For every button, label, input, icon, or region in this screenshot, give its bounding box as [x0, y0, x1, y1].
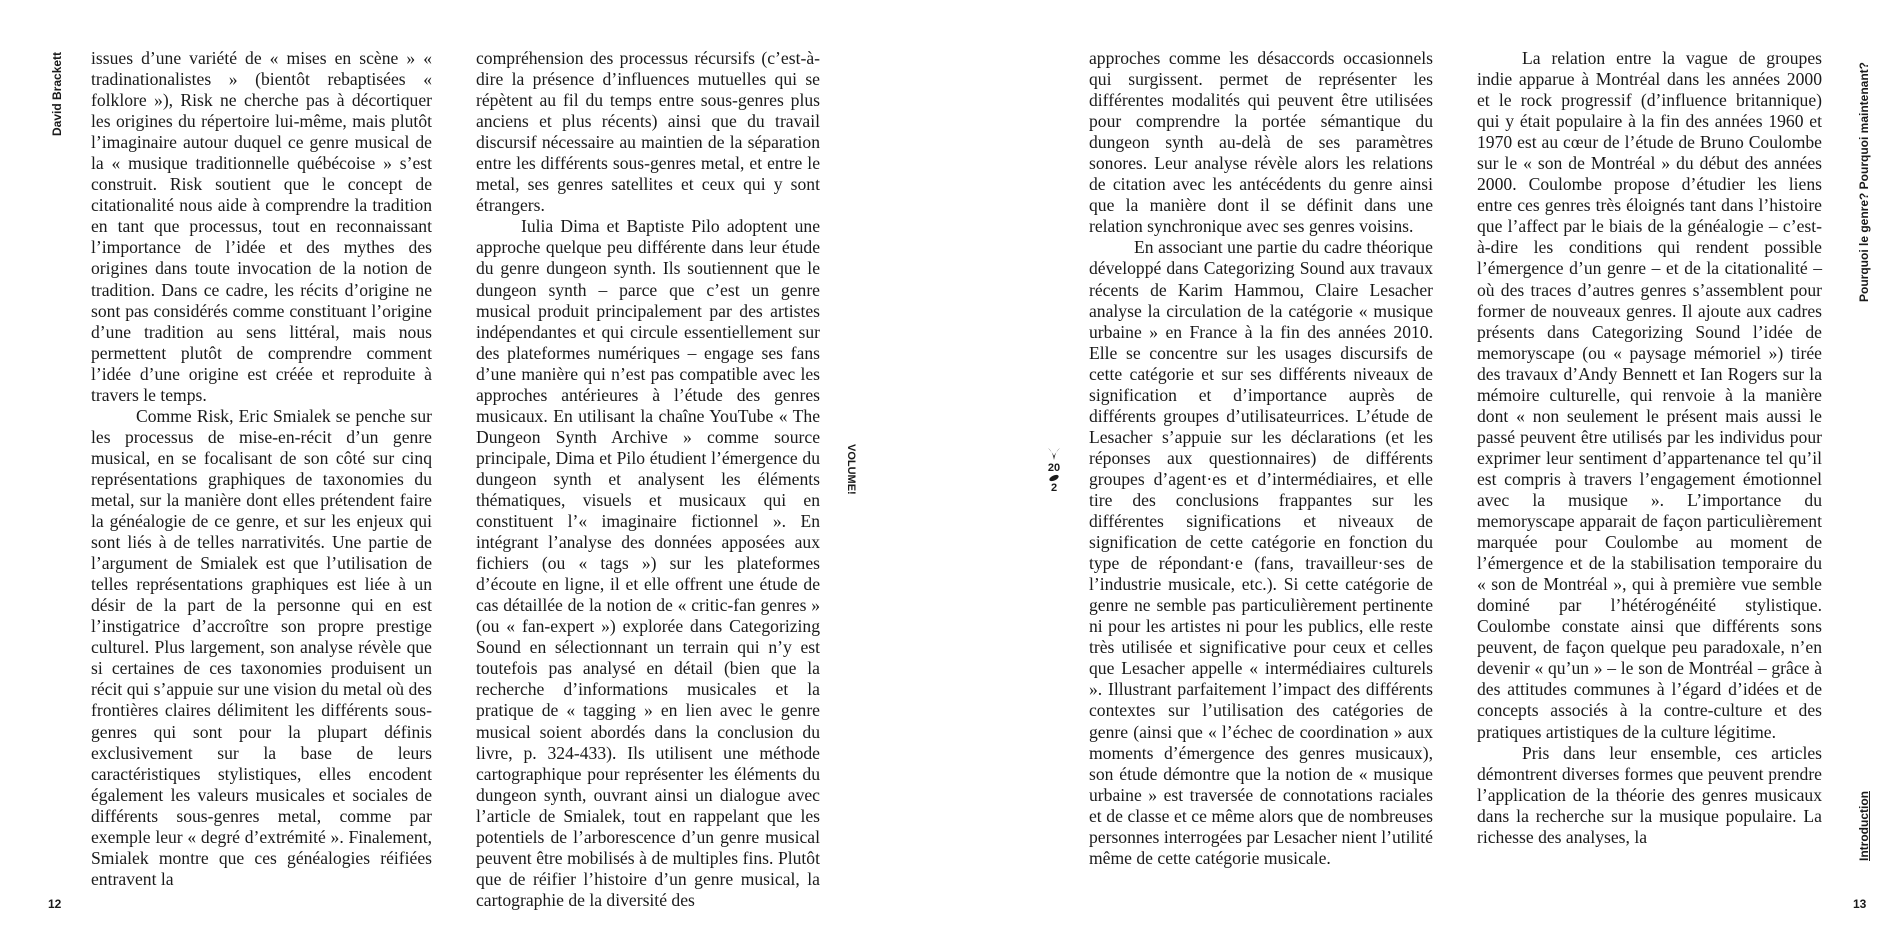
paragraph: approches comme les désaccords occasionnels qui surgissent. permet de représenter les différentes modalités qui peuvent être utilisées pour comprendre la portée sémantique du dungeon synth au-delà de ses paramètres sonores. Leur analyse révèle alors les relations de citation avec les antécédents du genre ainsi que la manière dont il se définit dans une relation synchronique avec ses genres voisins. — [1089, 48, 1433, 237]
page-number-left: 12 — [48, 897, 62, 911]
paragraph: compréhension des processus récursifs (c’est-à-dire la présence d’influences mutuelles qui se répètent au fil du temps entre sous-genres plus anciens et plus récents) ainsi que du travail discursif nécessaire au maintien de la séparation entre les différents sous-genres metal, et entre le metal, ses genres satellites et ceux qui y sont étrangers. — [476, 48, 820, 216]
issue-year-bottom: 2 — [1050, 482, 1058, 494]
issue-mark — [1042, 446, 1066, 494]
running-head-author: David Brackett — [50, 51, 64, 136]
paragraph: Comme Risk, Eric Smialek se penche sur les processus de mise-en-récit d’un genre musical, en se focalisant de son côté sur cinq représentations graphiques de taxonomies du metal, sur la manière dont elles prétendent faire la généalogie de ce genre, et sur les enjeux qui sont liés à de telles narrativités. Une partie de l’argument de Smialek est que l’utilisation de telles représentations graphiques est liée à un désir de la part de la personne qui en est l’instigatrice d’accroître son propre prestige culturel. Plus largement, son analyse révèle que si certaines de ces taxonomies produisent un récit qui s’appuie sur une vision du metal où des frontières claires délimitent les différents sous-genres qui sont pour la plupart définis exclusivement sur la base de leurs caractéristiques stylistiques, elles encodent également les valeurs musicales et sociales de différents sous-genres metal, comme par exemple leur « degré d’extrémité ». Finalement, Smialek montre que ces généalogies réifiées entravent la — [91, 405, 432, 889]
left-column-2 — [476, 48, 820, 911]
paragraph: issues d’une variété de « mises en scène » « tradinationalistes » (bientôt rebaptisées « folklore »), Risk ne cherche pas à décortiquer les origines du répertoire lui-même, mais plutôt l’imaginaire autour duquel ce genre musical de la « musique traditionnelle québécoise » s’est construit. Risk soutient que le concept de citationalité nous aide à comprendre la tradition en tant que processus, tout en reconnaissant l’importance de l’idée et des mythes des origines dans toute invocation de la notion de tradition. Dans ce cadre, les récits d’origine ne sont pas considérés comme constituant l’origine d’une tradition au sens littéral, mais nous permettent plutôt de comprendre comment l’idée d’une origine est créée et reproduite à travers le temps. — [91, 48, 432, 405]
right-column-2 — [1477, 48, 1822, 848]
section-label: Introduction — [1857, 791, 1871, 861]
paragraph: Pris dans leur ensemble, ces articles démontrent diverses formes que peuvent prendre l’application de la théorie des genres musicaux dans la recherche sur la musique populaire. La richesse des analyses, la — [1477, 742, 1822, 847]
right-column-1 — [1089, 48, 1433, 869]
paragraph: En associant une partie du cadre théorique développé dans Categorizing Sound aux travaux récents de Karim Hammou, Claire Lesacher analyse la circulation de la catégorie « musique urbaine » en France à la fin des années 2010. Elle se concentre sur les usages discursifs de cette catégorie et sur ses différents niveaux de signification et d’importance auprès de différents groupes d’utilisateurrices. L’étude de Lesacher s’appuie sur les déclarations (et les réponses aux questionnaires) de différents groupes d’agent·es et d’intermédiaires, et elle tire des conclusions frappantes sur les différentes significations et niveaux de signification de cette catégorie en fonction du type de répondant·e (fans, travailleur·ses de l’industrie musicale, etc.). Si cette catégorie de genre ne semble pas particulièrement pertinente ni pour les artistes ni pour les publics, elle reste très utilisée et significative pour ceux et celles que Lesacher appelle « intermédiaires culturels ». Illustrant parfaitement l’impact des différents contextes sur l’utilisation des catégories de genre (ainsi que « l’échec de coordination » aux moments d’émergence des genres musicaux), son étude démontre que la notion de « musique urbaine » est traversée de connotations raciales et de classe et ce même alors que de nombreuses personnes interrogées par Lesacher nient l’utilité même de cette catégorie musicale. — [1089, 237, 1433, 868]
page-number-right: 13 — [1853, 897, 1867, 911]
drop-icon — [1048, 474, 1060, 482]
leaf-icon — [1046, 446, 1062, 462]
right-page — [949, 0, 1898, 949]
running-head-title: Pourquoi le genre? Pourquoi maintenant? — [1857, 61, 1871, 302]
paragraph: Iulia Dima et Baptiste Pilo adoptent une approche quelque peu différente dans leur étude du genre dungeon synth. Ils soutiennent que le dungeon synth – parce que c’est un genre musical produit principalement par des artistes indépendantes et qui circule essentiellement sur des plateformes numériques – engage ses fans d’une manière qui n’est pas compatible avec les approches antérieures à l’étude des genres musicaux. En utilisant la chaîne YouTube « The Dungeon Synth Archive » comme source principale, Dima et Pilo étudient l’émergence du dungeon synth et analysent les éléments thématiques, visuels et musicaux qui en constituent l’« imaginaire fictionnel ». En intégrant l’analyse des données apposées aux fichiers (ou « tags ») sur les plateformes d’écoute en ligne, il et elle offrent une étude de cas détaillée de la notion de « critic-fan genres » (ou « fan-expert ») explorée dans Categorizing Sound en sélectionnant un terrain qui n’y est toutefois pas analysé en détail (bien que la recherche d’informations musicales et la pratique de « tagging » en lien avec le genre musical soient abordés dans la conclusion du livre, p. 324-433). Ils utilisent une méthode cartographique pour représenter les éléments du dungeon synth, ouvrant ainsi un dialogue avec l’article de Smialek, tout en rappelant que les potentiels de l’arborescence d’un genre musical peuvent être mobilisés à de multiples fins. Plutôt que de réifier l’histoire d’un genre musical, la cartographie de la diversité des — [476, 216, 820, 910]
issue-year-top: 20 — [1047, 462, 1061, 474]
paragraph: La relation entre la vague de groupes indie apparue à Montréal dans les années 2000 et le rock progressif (d’influence britannique) qui y était populaire à la fin des années 1960 et 1970 est au cœur de l’étude de Bruno Coulombe sur le « son de Montréal » du début des années 2000. Coulombe propose d’étudier les liens entre ces genres très éloignés tant dans l’histoire que l’affect par le biais de la généalogie – c’est-à-dire les conditions qui rendent possible l’émergence d’un genre – et de la citationalité – où des traces d’autres genres s’assemblent pour former de nouveaux genres. Il ajoute aux cadres présents dans Categorizing Sound l’idée de memoryscape (ou « paysage mémoriel ») tirée des travaux d’Andy Bennett et Ian Rogers sur la mémoire culturelle, qui renvoie à la manière dont « non seulement le présent mais aussi le passé peuvent être utilisés par les individus pour exprimer leur sentiment d’appartenance tel qu’il est compris à travers l’engagement émotionnel avec la musique ». L’importance du memoryscape apparait de façon particulièrement marquée pour Coulombe au moment de l’émergence et de la stabilisation temporaire du « son de Montréal », qui à première vue semble dominé par l’hétérogénéité stylistique. Coulombe constate ainsi que différents sons peuvent, de façon quelque peu paradoxale, n’en devenir « qu’un » – le son de Montréal – grâce à des attitudes communes à l’égard d’idées et de concepts associés à la contre-culture et des pratiques artistiques de la culture légitime. — [1477, 48, 1822, 742]
left-column-1 — [91, 48, 432, 890]
volume-label: VOLUME! — [845, 444, 857, 495]
